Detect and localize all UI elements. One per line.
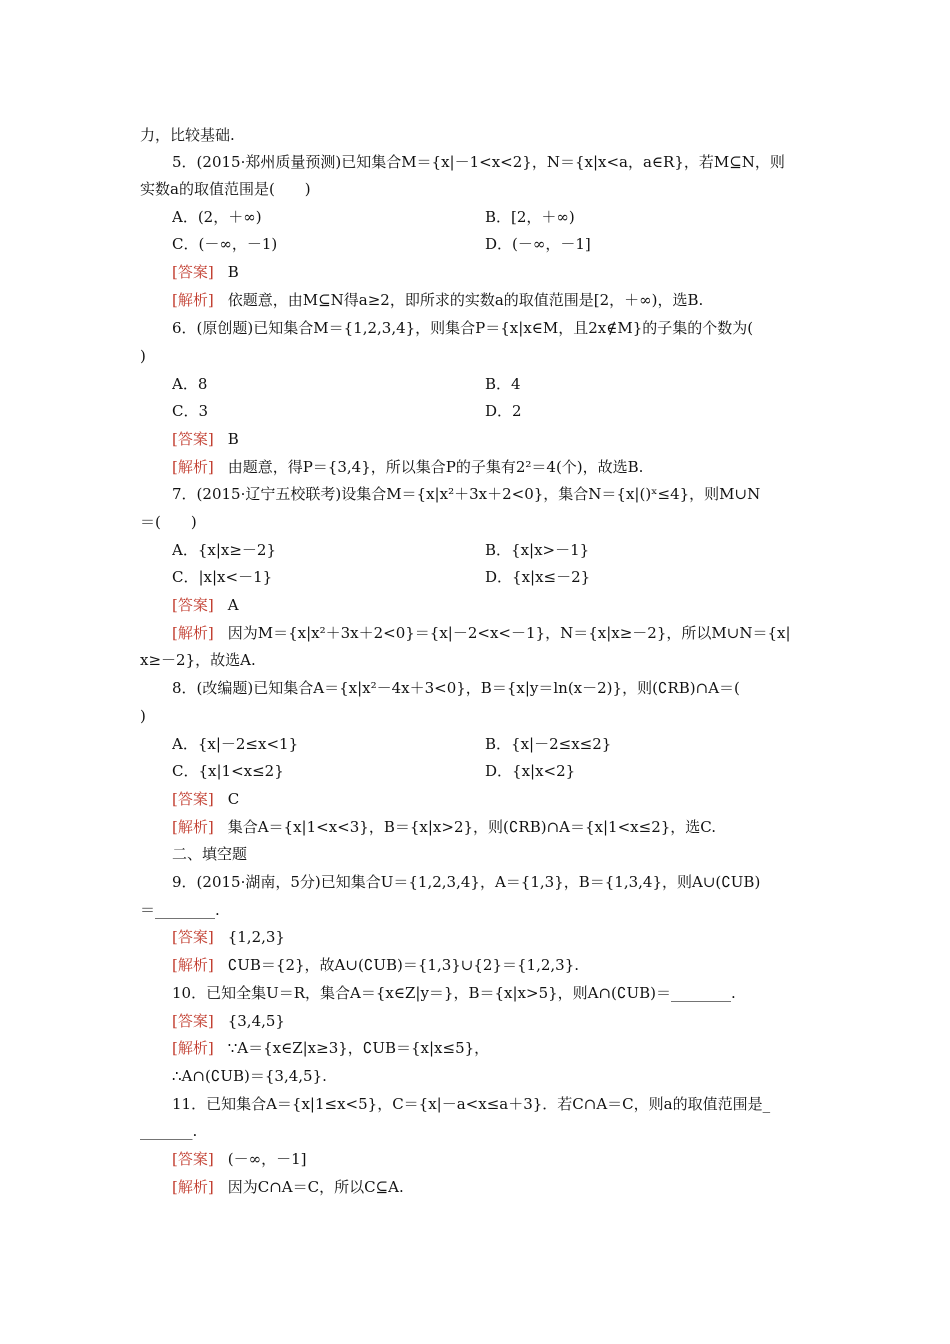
answer-tag: [答案] (172, 928, 214, 946)
answer-value: C (227, 790, 240, 808)
analysis-tag: [解析] (172, 818, 214, 836)
analysis-line (172, 622, 852, 644)
analysis-cont: x≥－2}，故选A. (140, 651, 256, 669)
answer-tag: [答案] (172, 430, 214, 448)
answer-line (172, 261, 852, 283)
option-d: D．2 (485, 402, 522, 420)
option-b: B．{x|－2≤x≤2} (485, 735, 612, 753)
option-a: A．8 (172, 375, 208, 393)
question-8-cont: ) (140, 707, 146, 725)
answer-value: {3,4,5} (227, 1012, 285, 1030)
analysis-text: 因为C∩A＝C，所以C⊆A. (227, 1178, 404, 1196)
option-d: D．{x|x<2} (485, 762, 576, 780)
option-d: D．{x|x≤－2} (485, 568, 591, 586)
answer-tag: [答案] (172, 1150, 214, 1168)
question-9: 9．(2015·湖南，5分)已知集合U＝{1,2,3,4}，A＝{1,3}，B＝{1,3,4}，则A∪(∁UB) (172, 873, 761, 891)
analysis-line (172, 954, 852, 976)
answer-line (172, 1148, 852, 1170)
analysis-text: 依题意，由M⊆N得a≥2，即所求的实数a的取值范围是[2，＋∞)，选B. (227, 291, 704, 309)
option-c: C．|x|x<－1} (172, 568, 273, 586)
option-c: C．{x|1<x≤2} (172, 762, 284, 780)
option-a: A．{x|x≥－2} (172, 541, 277, 559)
answer-value: {1,2,3} (227, 928, 285, 946)
analysis-text: 因为M＝{x|x²＋3x＋2<0}＝{x|－2<x<－1}，N＝{x|x≥－2}，所以M∪N＝{x| (227, 624, 791, 642)
answer-tag: [答案] (172, 596, 214, 614)
option-a: A．{x|－2≤x<1} (172, 735, 299, 753)
question-8: 8．(改编题)已知集合A＝{x|x²－4x＋3<0}，B＝{x|y＝ln(x－2)}，则(∁RB)∩A＝( (172, 679, 740, 697)
analysis-line (172, 289, 852, 311)
answer-tag: [答案] (172, 263, 214, 281)
answer-value: A (227, 596, 239, 614)
option-b: B．4 (485, 375, 521, 393)
text-line: 力，比较基础. (140, 126, 235, 144)
analysis-tag: [解析] (172, 458, 214, 476)
analysis-cont: ∴A∩(∁UB)＝{3,4,5}. (172, 1067, 327, 1085)
answer-value: B (227, 263, 239, 281)
option-b: B．{x|x>－1} (485, 541, 590, 559)
analysis-line (172, 1037, 852, 1059)
answer-line (172, 926, 852, 948)
analysis-line (172, 816, 852, 838)
question-5: 5．(2015·郑州质量预测)已知集合M＝{x|－1<x<2}，N＝{x|x<a，a∈R}，若M⊆N，则 (172, 153, 785, 171)
answer-line (172, 594, 852, 616)
answer-value: (－∞，－1] (227, 1150, 307, 1168)
answer-value: B (227, 430, 239, 448)
question-11: 11．已知集合A＝{x|1≤x<5}，C＝{x|－a<x≤a＋3}．若C∩A＝C，则a的取值范围是_ (172, 1095, 771, 1113)
section-heading: 二、填空题 (172, 845, 248, 863)
question-6: 6．(原创题)已知集合M＝{1,2,3,4}，则集合P＝{x|x∈M，且2x∉M}的子集的个数为( (172, 319, 754, 337)
analysis-tag: [解析] (172, 1039, 214, 1057)
analysis-tag: [解析] (172, 624, 214, 642)
analysis-text: 由题意，得P＝{3,4}，所以集合P的子集有2²＝4(个)，故选B. (227, 458, 644, 476)
option-c: C．(－∞，－1) (172, 235, 278, 253)
option-b: B．[2，＋∞) (485, 208, 575, 226)
answer-tag: [答案] (172, 1012, 214, 1030)
question-7-cont: ＝( ) (140, 513, 197, 531)
analysis-text: ∵A＝{x∈Z|x≥3}，∁UB＝{x|x≤5}， (227, 1039, 490, 1057)
option-a: A．(2，＋∞) (172, 208, 262, 226)
question-6-cont: ) (140, 347, 146, 365)
analysis-line (172, 1176, 852, 1198)
answer-line (172, 428, 852, 450)
question-9-cont: ＝________. (140, 901, 220, 919)
question-5-cont: 实数a的取值范围是( ) (140, 180, 311, 198)
analysis-tag: [解析] (172, 956, 214, 974)
question-10: 10．已知全集U＝R，集合A＝{x∈Z|y＝}，B＝{x|x>5}，则A∩(∁UB)＝________. (172, 984, 736, 1002)
analysis-text: 集合A＝{x|1<x<3}，B＝{x|x>2}，则(∁RB)∩A＝{x|1<x≤2}，选C. (227, 818, 716, 836)
analysis-text: ∁UB＝{2}，故A∪(∁UB)＝{1,3}∪{2}＝{1,2,3}. (227, 956, 580, 974)
analysis-tag: [解析] (172, 1178, 214, 1196)
analysis-tag: [解析] (172, 291, 214, 309)
question-11-cont: _______. (140, 1122, 198, 1140)
answer-line (172, 788, 852, 810)
analysis-line (172, 456, 852, 478)
question-7: 7．(2015·辽宁五校联考)设集合M＝{x|x²＋3x＋2<0}，集合N＝{x|()ˣ≤4}，则M∪N (172, 485, 761, 503)
option-d: D．(－∞，－1] (485, 235, 591, 253)
answer-tag: [答案] (172, 790, 214, 808)
option-c: C．3 (172, 402, 209, 420)
answer-line (172, 1010, 852, 1032)
